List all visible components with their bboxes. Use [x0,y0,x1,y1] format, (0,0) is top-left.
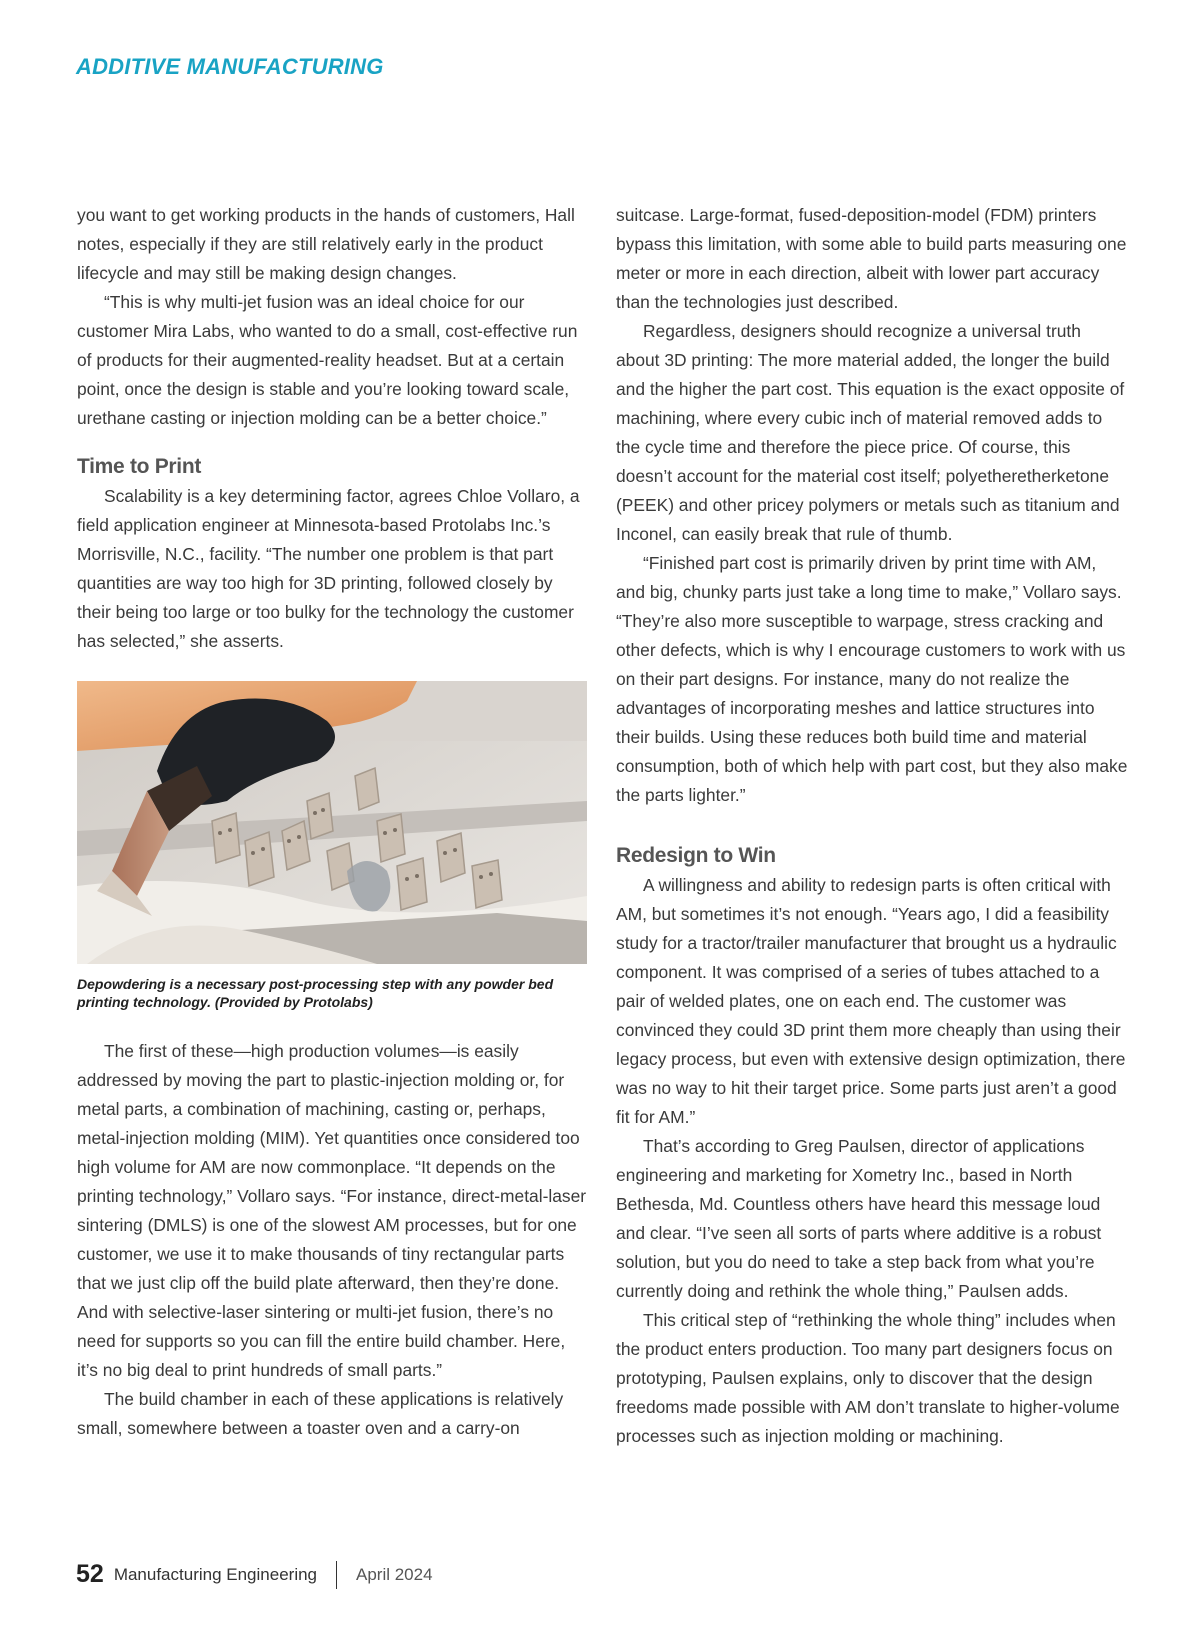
paragraph: “This is why multi-jet fusion was an ideal choice for our customer Mira Labs, who wanted to do a small, cost-effective run of products for their augmented-reality headset. But at a certain point, once the design is stable and you’re looking toward scale, urethane casting or injection molding can be a better choice.” [77,292,578,428]
issue-date: April 2024 [356,1564,433,1584]
paragraph: A willingness and ability to redesign parts is often critical with AM, but sometimes it’s not enough. “Years ago, I did a feasibility study for a tractor/trailer manufacturer that brought us a hydraulic component. It was comprised of a series of tubes attached to a pair of welded plates, one on each end. The customer was convinced they could 3D print them more cheaply than using their legacy process, but even with extensive design optimization, there was no way to hit their target price. Some parts just aren’t a good fit for AM.” [616,875,1126,1127]
paragraph: Regardless, designers should recognize a universal truth about 3D printing: The more material added, the longer the build and the higher the part cost. This equation is the exact opposite of machining, where every cubic inch of material removed adds to the cycle time and therefore the piece price. Of course, this doesn’t account for the material cost itself; polyetheretherketone (PEEK) and other pricey polymers or metals such as titanium and Inconel, can easily break that rule of thumb. [616,321,1125,544]
paragraph: suitcase. Large-format, fused-deposition-model (FDM) printers bypass this limitation, with some able to build parts measuring one meter or more in each direction, albeit with lower part accuracy than the technologies just described. [616,205,1127,312]
paragraph: That’s according to Greg Paulsen, director of applications engineering and marketing for Xometry Inc., based in North Bethesda, Md. Countless others have heard this message loud and clear. “I’ve seen all sorts of parts where additive is a robust solution, but you do need to take a step back from what you’re currently doing and rethink the whole thing,” Paulsen adds. [616,1136,1102,1301]
paragraph: The build chamber in each of these applications is relatively small, somewhere between a toaster oven and a carry-on [77,1389,564,1438]
paragraph: you want to get working products in the hands of customers, Hall notes, especially if they are still relatively early in the product lifecycle and may still be making design changes. [77,205,575,283]
paragraph: Scalability is a key determining factor, agrees Chloe Vollaro, a field application engineer at Minnesota-based Protolabs Inc.’s Morrisville, N.C., facility. “The number one problem is that part quantities are way too high for 3D printing, followed closely by their being too large or too bulky for the technology the customer has selected,” she asserts. [77,486,580,651]
paragraph: The first of these—high production volumes—is easily addressed by moving the part to plastic-injection molding or, for metal parts, a combination of machining, casting or, perhaps, metal-injection molding (MIM). Yet quantities once considered too high volume for AM are now commonplace. “It depends on the printing technology,” Vollaro says. “For instance, direct-metal-laser sintering (DMLS) is one of the slowest AM processes, but for one customer, we use it to make thousands of tiny rectangular parts that we just clip off the build plate afterward, then they’re done. And with selective-laser sintering or multi-jet fusion, there’s no need for supports so you can fill the entire build chamber. Here, it’s no big deal to print hundreds of small parts.” [77,1041,587,1380]
section-heading-redesign-to-win: Redesign to Win [616,844,776,867]
photo-caption: Depowdering is a necessary post-processing step with any powder bed printing technology. (Provided by Protolabs) [77,976,554,1010]
page-footer [76,1560,433,1589]
section-label: ADDITIVE MANUFACTURING [76,54,384,79]
footer-divider [336,1561,337,1589]
paragraph: This critical step of “rethinking the whole thing” includes when the product enters production. Too many part designers focus on prototyping, Paulsen explains, only to discover that the design freedoms made possible with AM don’t translate to higher-volume processes such as injection molding or machining. [616,1310,1120,1446]
right-column [616,201,1128,1451]
page-number: 52 [76,1560,104,1588]
left-column [77,201,587,1443]
section-heading-time-to-print: Time to Print [77,455,202,478]
publication-name: Manufacturing Engineering [113,1564,317,1584]
depowdering-photo [77,681,587,964]
paragraph: “Finished part cost is primarily driven by print time with AM, and big, chunky parts just take a long time to make,” Vollaro says. “They’re also more susceptible to warpage, stress cracking and other defects, which is why I encourage customers to work with us on their part designs. For instance, many do not realize the advantages of incorporating meshes and lattice structures into their builds. Using these reduces both build time and material consumption, both of which help with part cost, but they also make the parts lighter.” [616,553,1128,805]
